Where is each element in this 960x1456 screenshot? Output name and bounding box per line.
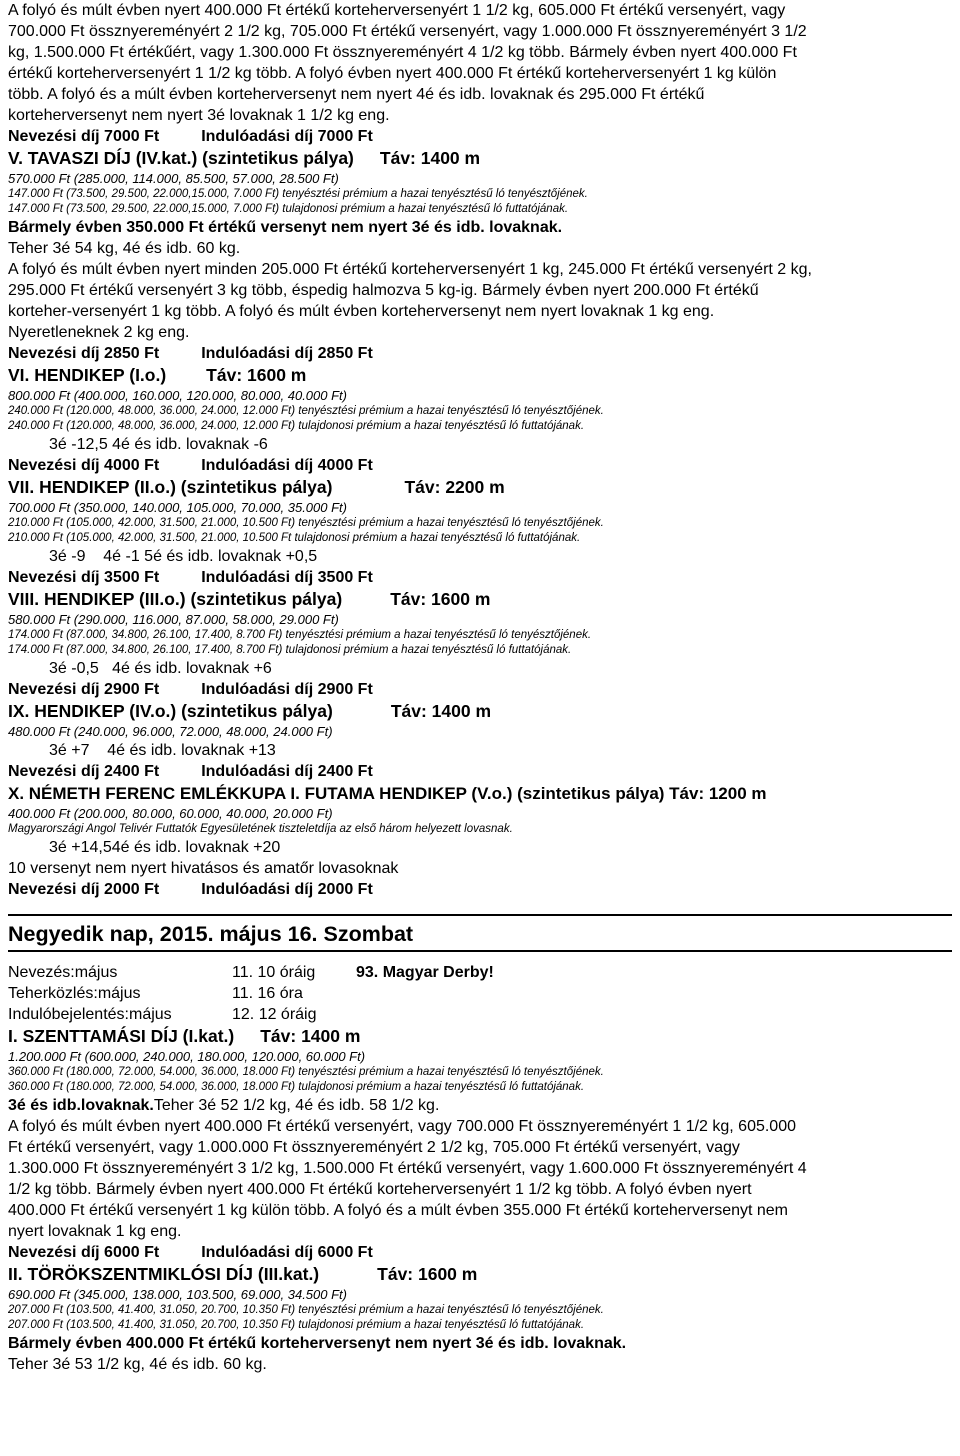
day-title: Negyedik nap, 2015. május 16. Szombat	[8, 922, 414, 946]
schedule-row	[8, 1004, 952, 1025]
text-line: A folyó és múlt évben nyert minden 205.000 Ft értékű korteherversenyért 1 kg, 245.000 Ft értékű versenyért 2 kg,	[8, 261, 812, 278]
race-condition: Bármely évben 400.000 Ft értékű korteherversenyt nem nyert 3é és idb. lovaknak.	[8, 1335, 627, 1352]
fee-line	[8, 879, 952, 900]
fee-line	[8, 343, 952, 364]
entry-fee: Nevezési díj 6000 Ft	[8, 1244, 160, 1261]
text-line: A folyó és múlt évben nyert 400.000 Ft értékű korteherversenyért 1 1/2 kg, 605.000 Ft értékű versenyért, vagy	[8, 2, 786, 19]
premium-line: 360.000 Ft (180.000, 72.000, 54.000, 36.000, 18.000 Ft) tulajdonosi prémium a hazai tenyésztésű ló futtatójának.	[8, 1081, 585, 1093]
start-fee: Indulóadási díj 2900 Ft	[201, 681, 373, 698]
entry-fee: Nevezési díj 2000 Ft	[8, 881, 160, 898]
schedule-row	[8, 983, 952, 1004]
text-line: Nyeretleneknek 2 kg eng.	[8, 324, 190, 341]
fee-line	[8, 455, 952, 476]
text-line: 400.000 Ft értékű versenyért 1 kg külön több. A folyó és a múlt évben 355.000 Ft értékű korteherversenyt nem	[8, 1202, 788, 1219]
entry-fee: Nevezési díj 7000 Ft	[8, 128, 160, 145]
handicap-weights: 3é +14,54é és idb. lovaknak +20	[49, 839, 281, 856]
prize-line: 1.200.000 Ft (600.000, 240.000, 180.000, 120.000, 60.000 Ft)	[8, 1049, 366, 1064]
prize-line: 700.000 Ft (350.000, 140.000, 105.000, 70.000, 35.000 Ft)	[8, 500, 347, 515]
premium-line: 240.000 Ft (120.000, 48.000, 36.000, 24.000, 12.000 Ft) tulajdonosi prémium a hazai tenyésztésű ló futtatójának.	[8, 420, 585, 432]
start-fee: Indulóadási díj 6000 Ft	[201, 1244, 373, 1261]
start-fee: Indulóadási díj 2000 Ft	[201, 881, 373, 898]
race-title: VII. HENDIKEP (II.o.) (szintetikus pálya) Táv: 2200 m	[8, 477, 505, 497]
text-line: 1/2 kg több. Bármely évben nyert 400.000 Ft értékű korteherversenyért 1 1/2 kg több. A folyó évben nyert	[8, 1181, 752, 1198]
fee-line	[8, 126, 952, 147]
entry-fee: Nevezési díj 2850 Ft	[8, 345, 160, 362]
premium-line: 360.000 Ft (180.000, 72.000, 54.000, 36.000, 18.000 Ft) tenyésztési prémium a hazai tenyésztésű ló tenyésztőjének.	[8, 1066, 604, 1078]
top-paragraph	[8, 0, 952, 126]
text-line: több. A folyó és a múlt évben korteherversenyt nem nyert 4é és idb. lovaknak és 295.000 Ft értékű	[8, 86, 705, 103]
fee-line	[8, 679, 952, 700]
premium-line: 147.000 Ft (73.500, 29.500, 22.000,15.000, 7.000 Ft) tenyésztési prémium a hazai tenyésztésű ló tenyésztőjének.	[8, 188, 588, 200]
premium-line: 207.000 Ft (103.500, 41.400, 31.050, 20.700, 10.350 Ft) tenyésztési prémium a hazai tenyésztésű ló tenyésztőjének.	[8, 1304, 604, 1316]
race-title: VIII. HENDIKEP (III.o.) (szintetikus pálya) Táv: 1600 m	[8, 589, 491, 609]
premium-line: 174.000 Ft (87.000, 34.800, 26.100, 17.400, 8.700 Ft) tenyésztési prémium a hazai tenyésztésű ló tenyésztőjének.	[8, 629, 592, 641]
race-condition: 3é és idb.lovaknak.Teher 3é 52 1/2 kg, 4é és idb. 58 1/2 kg.	[8, 1097, 440, 1114]
premium-line: 240.000 Ft (120.000, 48.000, 36.000, 24.000, 12.000 Ft) tenyésztési prémium a hazai tenyésztésű ló tenyésztőjének.	[8, 405, 604, 417]
weights-line: Teher 3é 53 1/2 kg, 4é és idb. 60 kg.	[8, 1356, 267, 1373]
start-fee: Indulóadási díj 3500 Ft	[201, 569, 373, 586]
handicap-weights: 3é -12,5 4é és idb. lovaknak -6	[49, 436, 268, 453]
schedule-value: 11. 10 óráig	[232, 964, 316, 981]
race-title: V. TAVASZI DÍJ (IV.kat.) (szintetikus pálya) Táv: 1400 m	[8, 148, 481, 168]
schedule-label: Indulóbejelentés:május	[8, 1006, 172, 1023]
text-line: korteher-versenyért 1 kg több. A folyó és múlt évben korteherversenyt nem nyert lovaknak 1 kg eng.	[8, 303, 715, 320]
start-fee: Indulóadási díj 4000 Ft	[201, 457, 373, 474]
prize-line: 570.000 Ft (285.000, 114.000, 85.500, 57.000, 28.500 Ft)	[8, 171, 339, 186]
derby-note: 93. Magyar Derby!	[356, 964, 494, 981]
premium-line: 174.000 Ft (87.000, 34.800, 26.100, 17.400, 8.700 Ft) tulajdonosi prémium a hazai tenyésztésű ló futtatójának.	[8, 644, 572, 656]
entry-fee: Nevezési díj 2400 Ft	[8, 763, 160, 780]
text-line: értékű korteherversenyért 1 1/2 kg több. A folyó évben nyert 400.000 Ft értékű korteherversenyért 1 kg külön	[8, 65, 777, 82]
prize-line: 580.000 Ft (290.000, 116.000, 87.000, 58.000, 29.000 Ft)	[8, 612, 339, 627]
race-distance: Táv: 2200 m	[404, 477, 505, 497]
text-line: 295.000 Ft értékű versenyért 3 kg több, éspedig halmozva 5 kg-ig. Bármely évben nyert 200.000 Ft értékű	[8, 282, 759, 299]
race-distance: Táv: 1600 m	[390, 589, 491, 609]
text-line: A folyó és múlt évben nyert 400.000 Ft értékű versenyért, vagy 700.000 Ft össznyereményért 1 1/2 kg, 605.000	[8, 1118, 796, 1135]
prize-line: 800.000 Ft (400.000, 160.000, 120.000, 80.000, 40.000 Ft)	[8, 388, 347, 403]
text-line: korteherversenyt nem nyert 3é lovaknak 1 1/2 kg eng.	[8, 107, 390, 124]
schedule-value: 11. 16 óra	[232, 985, 303, 1002]
trophy-note: Magyarországi Angol Telivér Futtatók Egyesületének tiszteletdíja az első három helyezett lovasnak.	[8, 823, 513, 835]
fee-line	[8, 1242, 952, 1263]
start-fee: Indulóadási díj 7000 Ft	[201, 128, 373, 145]
text-line: Ft értékű versenyért, vagy 1.000.000 Ft össznyereményért 2 1/2 kg, 705.000 Ft értékű versenyért, vagy	[8, 1139, 740, 1156]
fee-line	[8, 567, 952, 588]
race-distance: Táv: 1600 m	[377, 1264, 478, 1284]
entry-fee: Nevezési díj 2900 Ft	[8, 681, 160, 698]
start-fee: Indulóadási díj 2850 Ft	[201, 345, 373, 362]
day-header	[8, 914, 952, 952]
premium-line: 210.000 Ft (105.000, 42.000, 31.500, 21.000, 10.500 Ft) tenyésztési prémium a hazai tenyésztésű ló tenyésztőjének.	[8, 517, 604, 529]
entry-fee: Nevezési díj 3500 Ft	[8, 569, 160, 586]
entry-fee: Nevezési díj 4000 Ft	[8, 457, 160, 474]
schedule-label: Teherközlés:május	[8, 985, 141, 1002]
schedule-table	[8, 962, 952, 1025]
race-title: II. TÖRÖKSZENTMIKLÓSI DÍJ (III.kat.) Táv: 1600 m	[8, 1264, 478, 1284]
text-line: kg, 1.500.000 Ft értékűért, vagy 1.300.000 Ft össznyereményért 4 1/2 kg több. Bármely évben nyert 400.000 Ft	[8, 44, 797, 61]
race-distance: Táv: 1600 m	[206, 365, 307, 385]
premium-line: 210.000 Ft (105.000, 42.000, 31.500, 21.000, 10.500 Ft tulajdonosi prémium a hazai tenyésztésű ló futtatójának.	[8, 532, 581, 544]
handicap-weights: 3é +7 4é és idb. lovaknak +13	[49, 742, 276, 759]
race-title: X. NÉMETH FERENC EMLÉKKUPA I. FUTAMA HENDIKEP (V.o.) (szintetikus pálya) Táv: 1200 m	[8, 784, 767, 803]
race-condition: 10 versenyt nem nyert hivatásos és amatőr lovasoknak	[8, 860, 399, 877]
race-distance: Táv: 1400 m	[390, 701, 492, 721]
fee-line	[8, 761, 952, 782]
race-title: IX. HENDIKEP (IV.o.) (szintetikus pálya) Táv: 1400 m	[8, 701, 492, 721]
race-title: I. SZENTTAMÁSI DÍJ (I.kat.) Táv: 1400 m	[8, 1026, 361, 1046]
race-distance: Táv: 1400 m	[379, 148, 481, 168]
start-fee: Indulóadási díj 2400 Ft	[201, 763, 373, 780]
prize-line: 400.000 Ft (200.000, 80.000, 60.000, 40.000, 20.000 Ft)	[8, 806, 333, 821]
schedule-label: Nevezés:május	[8, 964, 118, 981]
race-title: VI. HENDIKEP (I.o.) Táv: 1600 m	[8, 365, 307, 385]
handicap-weights: 3é -0,5 4é és idb. lovaknak +6	[49, 660, 272, 677]
schedule-row	[8, 962, 952, 983]
handicap-weights: 3é -9 4é -1 5é és idb. lovaknak +0,5	[49, 548, 318, 565]
premium-line: 207.000 Ft (103.500, 41.400, 31.050, 20.700, 10.350 Ft) tulajdonosi prémium a hazai tenyésztésű ló futtatójának.	[8, 1319, 585, 1331]
text-line: nyert lovaknak 1 kg eng.	[8, 1223, 182, 1240]
text-line: 700.000 Ft össznyereményért 2 1/2 kg, 705.000 Ft értékű versenyért, vagy 1.000.000 Ft össznyereményért 3 1/2	[8, 23, 807, 40]
weights-line: Teher 3é 54 kg, 4é és idb. 60 kg.	[8, 240, 241, 257]
race-distance: Táv: 1400 m	[260, 1026, 361, 1046]
schedule-value: 12. 12 óráig	[232, 1006, 317, 1023]
premium-line: 147.000 Ft (73.500, 29.500, 22.000,15.000, 7.000 Ft) tulajdonosi prémium a hazai tenyésztésű ló futtatójának.	[8, 203, 569, 215]
prize-line: 480.000 Ft (240.000, 96.000, 72.000, 48.000, 24.000 Ft)	[8, 724, 333, 739]
prize-line: 690.000 Ft (345.000, 138.000, 103.500, 69.000, 34.500 Ft)	[8, 1287, 347, 1302]
race-condition: Bármely évben 350.000 Ft értékű versenyt nem nyert 3é és idb. lovaknak.	[8, 219, 563, 236]
text-line: 1.300.000 Ft össznyereményért 3 1/2 kg, 1.500.000 Ft értékű versenyért, vagy 1.600.000 Ft össznyereményért 4	[8, 1160, 807, 1177]
